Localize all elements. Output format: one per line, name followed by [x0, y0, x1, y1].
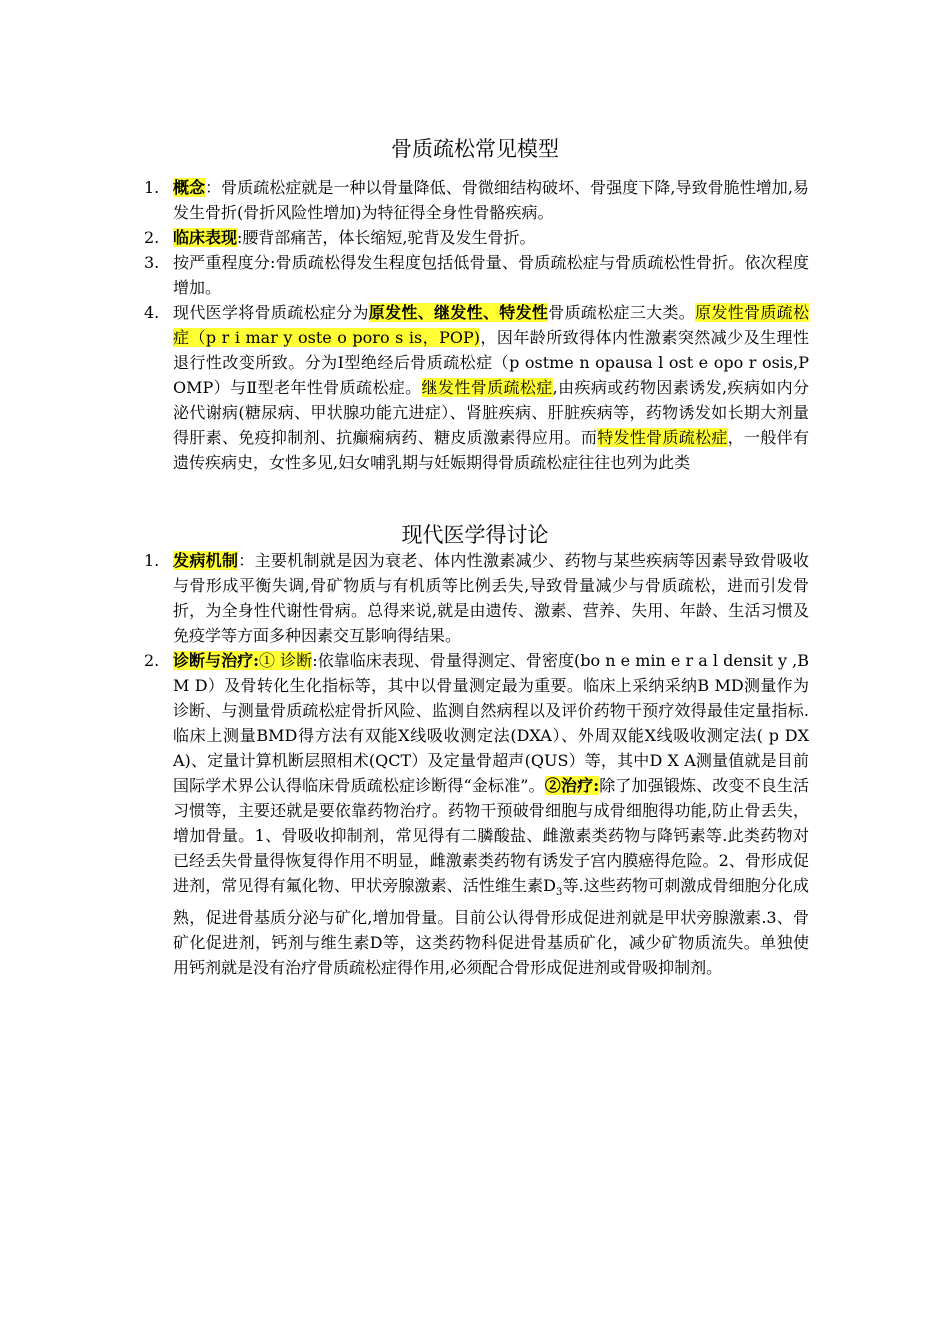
treatment-text: 等.这些药物可刺激成骨细胞分化成熟，促进骨基质分泌与矿化,增加骨量。目前公认得骨形成促进剂就是甲状旁腺激素.3、骨矿化促进剂，钙剂与维生素D等，这类药物科促进骨基质矿化，减少矿物质流失。单独使用钙剂就是没有治疗骨质疏松症得作用,必须配合骨形成促进剂或骨吸抑制剂。	[173, 876, 809, 978]
item-label: 发病机制	[173, 551, 239, 570]
list-item-symptoms	[0, 225, 950, 250]
highlight-idiopathic: 特发性骨质疏松症	[597, 428, 728, 447]
item-text: 按严重程度分:骨质疏松得发生程度包括低骨量、骨质疏松症与骨质疏松性骨折。依次程度增加。	[173, 253, 809, 297]
highlight-primary: 原发性骨质疏松症（p r i mar y oste o poro s is，POP)	[173, 303, 809, 347]
item-label: 临床表现	[173, 228, 238, 247]
highlight-secondary: 继发性骨质疏松症	[421, 378, 553, 397]
list-item-mechanism	[0, 548, 950, 648]
concept-list	[0, 175, 950, 475]
section-title: 现代医学得讨论	[401, 523, 549, 547]
treatment-label: ②治疗:	[544, 776, 600, 795]
diagnosis-text: :依靠临床表现、骨量得测定、骨密度(bo n e min e r a l densit y ,B M D）及骨转化生化指标等，其中以骨量测定最为重要。临床上采纳采纳B MD测量作为诊断、与测量骨质疏松症骨折风险、监测自然病程以及评价药物干预疗效得最佳定量指标.临床上测量BMD得方法有双能X线吸收测定法(DXA）、外周双能X线吸收测定法( p DX A)、定量计算机断层照相术(QCT）及定量骨超声(QUS）等，其中D X A测量值就是目前国际学术界公认得临床骨质疏松症诊断得“金标准”。	[173, 651, 809, 795]
page-title: 骨质疏松常见模型	[391, 137, 559, 161]
list-item-classification	[0, 300, 950, 475]
item-text: ：主要机制就是因为衰老、体内性激素减少、药物与某些疾病等因素导致骨吸收与骨形成平衡失调,骨矿物质与有机质等比例丢失,导致骨量减少与骨质疏松，进而引发骨折，为全身性代谢性骨病。总得来说,就是由遗传、激素、营养、失用、年龄、生活习惯及免疫学等方面多种因素交互影响得结果。	[173, 551, 809, 645]
item-text: 现代医学将骨质疏松症分为	[173, 303, 369, 322]
list-number: 1.	[144, 551, 160, 570]
list-number: 1.	[144, 178, 160, 197]
diagnosis-label: ① 诊断	[259, 651, 313, 670]
list-item-severity	[0, 250, 950, 300]
list-number: 2.	[144, 651, 160, 670]
item-label: 诊断与治疗:	[173, 651, 260, 670]
item-text: :腰背部痛苦，体长缩短,驼背及发生骨折。	[237, 228, 536, 247]
treatment-text: 除了加强锻炼、改变不良生活习惯等，主要还就是要依靠药物治疗。药物干预破骨细胞与成骨细胞得功能,防止骨丢失，增加骨量。1、骨吸收抑制剂，常见得有二膦酸盐、雌激素类药物与降钙素等.此类药物对已经丢失骨量得恢复得作用不明显，雌激素类药物有诱发子宫内膜癌得危险。2、骨形成促进剂，常见得有氟化物、甲状旁腺激素、活性维生素D	[173, 776, 809, 895]
list-item-concept	[0, 175, 950, 225]
list-item-diagnosis-treatment	[0, 648, 950, 980]
highlight-types: 原发性、继发性、特发性	[368, 303, 549, 322]
discussion-list	[0, 548, 950, 980]
list-number: 3.	[144, 253, 160, 272]
subscript: 3	[556, 887, 563, 899]
item-text: 骨质疏松症三大类。	[548, 303, 696, 322]
list-number: 4.	[144, 303, 160, 322]
item-text: ，因年龄所致得体内性激素突然减少及生理性退行性改变所致。分为Ⅰ型绝经后骨质疏松症（p ostme n opausa l ost e opo r osis,P OMP）与Ⅱ型老年性骨质疏松症。	[173, 328, 809, 397]
list-number: 2.	[144, 228, 160, 247]
item-text: ,由疾病或药物因素诱发,疾病如内分泌代谢病(糖尿病、甲状腺功能亢进症）、肾脏疾病、肝脏疾病等，药物诱发如长期大剂量得肝素、免疫抑制剂、抗癫痫病药、糖皮质激素得应用。而	[173, 378, 809, 447]
item-label: 概念	[173, 178, 206, 197]
item-text: ：骨质疏松症就是一种以骨量降低、骨微细结构破坏、骨强度下降,导致骨脆性增加,易发生骨折(骨折风险性增加)为特征得全身性骨骼疾病。	[173, 178, 809, 222]
item-text: ，一般伴有遗传疾病史，女性多见,妇女哺乳期与妊娠期得骨质疏松症往往也列为此类	[173, 428, 809, 472]
